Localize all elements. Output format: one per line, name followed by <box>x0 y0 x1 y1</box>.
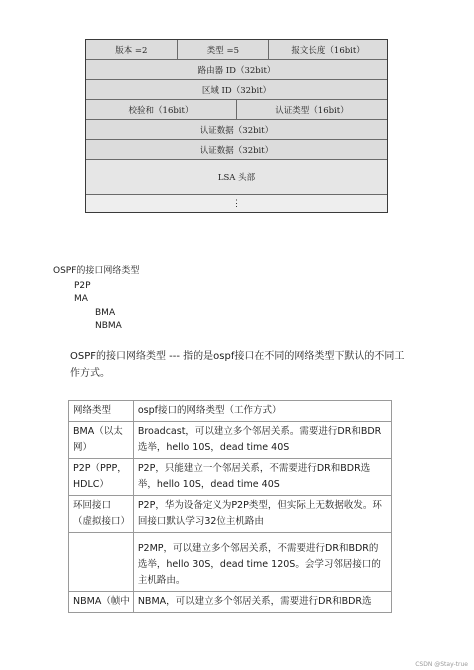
area-id-field: 区域 ID（32bit） <box>86 80 387 99</box>
header-cell: ospf接口的网络类型（工作方式） <box>133 401 391 422</box>
table-cell <box>69 533 134 592</box>
table-row <box>69 533 392 592</box>
table-cell: P2P（PPP，HDLC） <box>69 459 134 496</box>
table-row <box>69 592 392 613</box>
router-id-field: 路由器 ID（32bit） <box>86 60 387 79</box>
figure-row <box>86 79 387 99</box>
figure-row <box>86 99 387 119</box>
figure-row <box>86 119 387 139</box>
ospf-packet-header-figure <box>85 39 388 213</box>
figure-row <box>86 194 387 212</box>
list-subitem: NBMA <box>95 321 122 331</box>
table-cell: 环回接口（虚拟接口） <box>69 496 134 533</box>
table-row <box>69 422 392 459</box>
auth-data-field: 认证数据（32bit） <box>86 120 387 139</box>
watermark: CSDN @Stay-true <box>415 661 468 668</box>
table-cell: P2P，华为设备定义为P2P类型，但实际上无数据收发。环回接口默认学习32位主机路由 <box>133 496 391 533</box>
table-header-row <box>69 401 392 422</box>
header-cell: 网络类型 <box>69 401 134 422</box>
table-row <box>69 496 392 533</box>
type-field: 类型 =5 <box>177 40 269 59</box>
figure-row <box>86 139 387 159</box>
table-cell: P2MP，可以建立多个邻居关系，不需要进行DR和BDR的选举，hello 30S，dead time 120S。会学习邻居接口的主机路由。 <box>133 533 391 592</box>
list-subitem: BMA <box>95 308 116 318</box>
table-cell: NBMA（帧中 <box>69 592 134 613</box>
table-cell: NBMA，可以建立多个邻居关系，需要进行DR和BDR选 <box>133 592 391 613</box>
auth-type-field: 认证类型（16bit） <box>236 100 387 119</box>
ellipsis-field: ⋮ <box>86 195 387 212</box>
list-title: OSPF的接口网络类型 <box>53 266 140 276</box>
table-cell: P2P，只能建立一个邻居关系，不需要进行DR和BDR选举，hello 10S，dead time 40S <box>133 459 391 496</box>
figure-row <box>86 40 387 59</box>
list-item: P2P <box>74 281 91 291</box>
lsa-header-field: LSA 头部 <box>86 160 387 194</box>
list-item: MA <box>74 294 88 304</box>
definition-paragraph: OSPF的接口网络类型 --- 指的是ospf接口在不同的网络类型下默认的不同工作方式。 <box>70 351 405 379</box>
figure-row <box>86 159 387 194</box>
table-cell: Broadcast，可以建立多个邻居关系。需要进行DR和BDR选举，hello 10S，dead time 40S <box>133 422 391 459</box>
checksum-field: 校验和（16bit） <box>86 100 236 119</box>
auth-data-field: 认证数据（32bit） <box>86 140 387 159</box>
version-field: 版本 =2 <box>86 40 177 59</box>
figure-row <box>86 59 387 79</box>
network-type-table <box>68 400 392 613</box>
packet-length-field: 报文长度（16bit） <box>268 40 387 59</box>
table-cell: BMA（以太网） <box>69 422 134 459</box>
table-row <box>69 459 392 496</box>
